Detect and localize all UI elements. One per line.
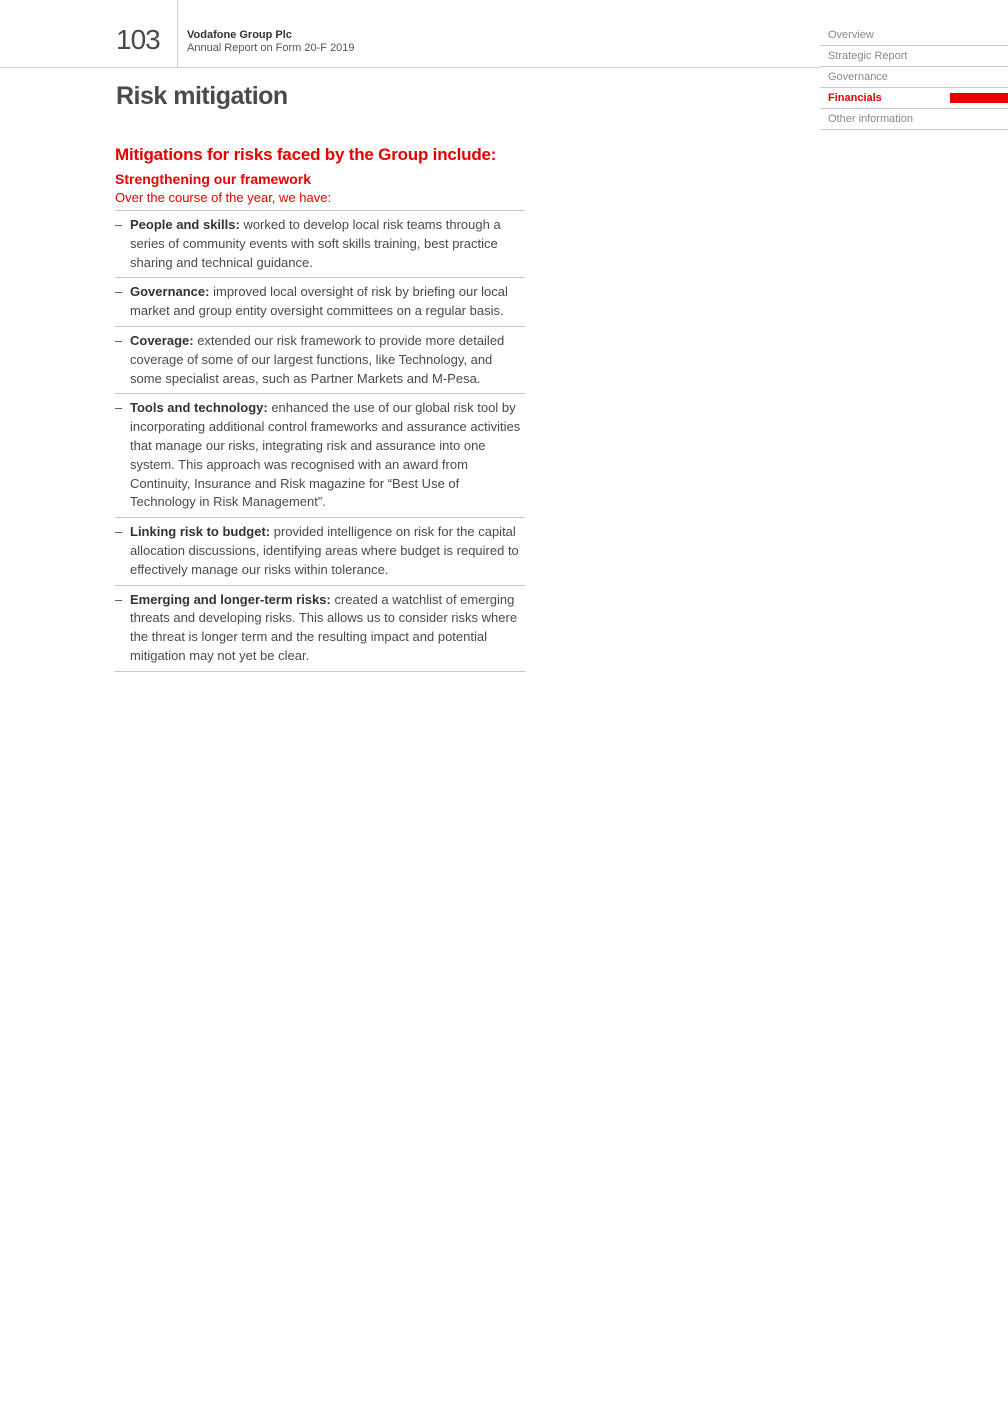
page-header — [0, 0, 820, 68]
dash-bullet: – — [115, 284, 123, 300]
dash-bullet: – — [115, 217, 123, 232]
list-item — [115, 327, 525, 394]
item-lead: People and skills: — [130, 217, 240, 232]
dash-bullet: – — [115, 400, 123, 416]
item-text: extended our risk framework to provide more detailed coverage of some of our largest functions, like Technology, and some specialist areas, such as Partner Markets and M-Pesa. — [130, 332, 505, 386]
item-text: worked to develop local risk teams through a series of community events with soft skills training, best practice sharing and technical guidance. — [130, 217, 501, 270]
intro-text: Over the course of the year, we have: — [115, 190, 525, 211]
item-lead: Emerging and longer-term risks: — [130, 591, 331, 607]
section-heading: Mitigations for risks faced by the Group include: — [115, 145, 497, 164]
item-lead: Coverage: — [130, 332, 194, 348]
list-item — [115, 278, 525, 327]
active-section-indicator — [950, 93, 1008, 103]
item-text: improved local oversight of risk by briefing our local market and group entity oversight committees on a regular basis. — [130, 284, 508, 319]
nav-item-governance[interactable] — [820, 68, 1008, 88]
nav-item-overview[interactable] — [820, 26, 1008, 46]
list-item — [115, 518, 525, 585]
nav-item-strategic-report[interactable] — [820, 47, 1008, 67]
section-nav — [820, 26, 1008, 131]
item-lead: Governance: — [130, 284, 210, 300]
nav-item-label: Governance — [828, 71, 888, 83]
header-divider — [177, 0, 178, 67]
nav-item-financials[interactable] — [820, 89, 1008, 109]
item-lead: Tools and technology: — [130, 400, 268, 416]
nav-item-label: Strategic Report — [828, 50, 908, 62]
company-name: Vodafone Group Plc — [187, 29, 292, 41]
nav-item-other-information[interactable] — [820, 110, 1008, 130]
nav-item-label: Financials — [828, 92, 882, 104]
mitigation-list — [115, 211, 525, 672]
list-item — [115, 586, 525, 672]
list-item — [115, 211, 525, 278]
dash-bullet: – — [115, 524, 123, 540]
page-title: Risk mitigation — [116, 82, 288, 110]
dash-bullet: – — [115, 591, 123, 607]
nav-item-label: Overview — [828, 29, 874, 41]
item-text: enhanced the use of our global risk tool by incorporating additional control frameworks and assurance activities that manage our risks, integrating risk and assurance into one system. This approach was recognised with an award from Continuity, Insurance and Risk magazine for “Best Use of Technology in Risk Management”. — [130, 400, 521, 510]
section-subheading: Strengthening our framework — [115, 171, 312, 187]
item-text: provided intelligence on risk for the capital allocation discussions, identifying areas where budget is required to effectively manage our risks within tolerance. — [130, 524, 519, 577]
list-item — [115, 394, 525, 518]
report-title: Annual Report on Form 20-F 2019 — [187, 42, 355, 54]
nav-item-label: Other information — [828, 113, 913, 125]
item-lead: Linking risk to budget: — [130, 524, 271, 540]
dash-bullet: – — [115, 332, 123, 348]
main-content — [115, 145, 525, 672]
page-number: 103 — [116, 24, 160, 55]
item-text: created a watchlist of emerging threats and developing risks. This allows us to consider risks where the threat is longer term and the resulting impact and potential mitigation may not yet be clear. — [130, 591, 518, 663]
